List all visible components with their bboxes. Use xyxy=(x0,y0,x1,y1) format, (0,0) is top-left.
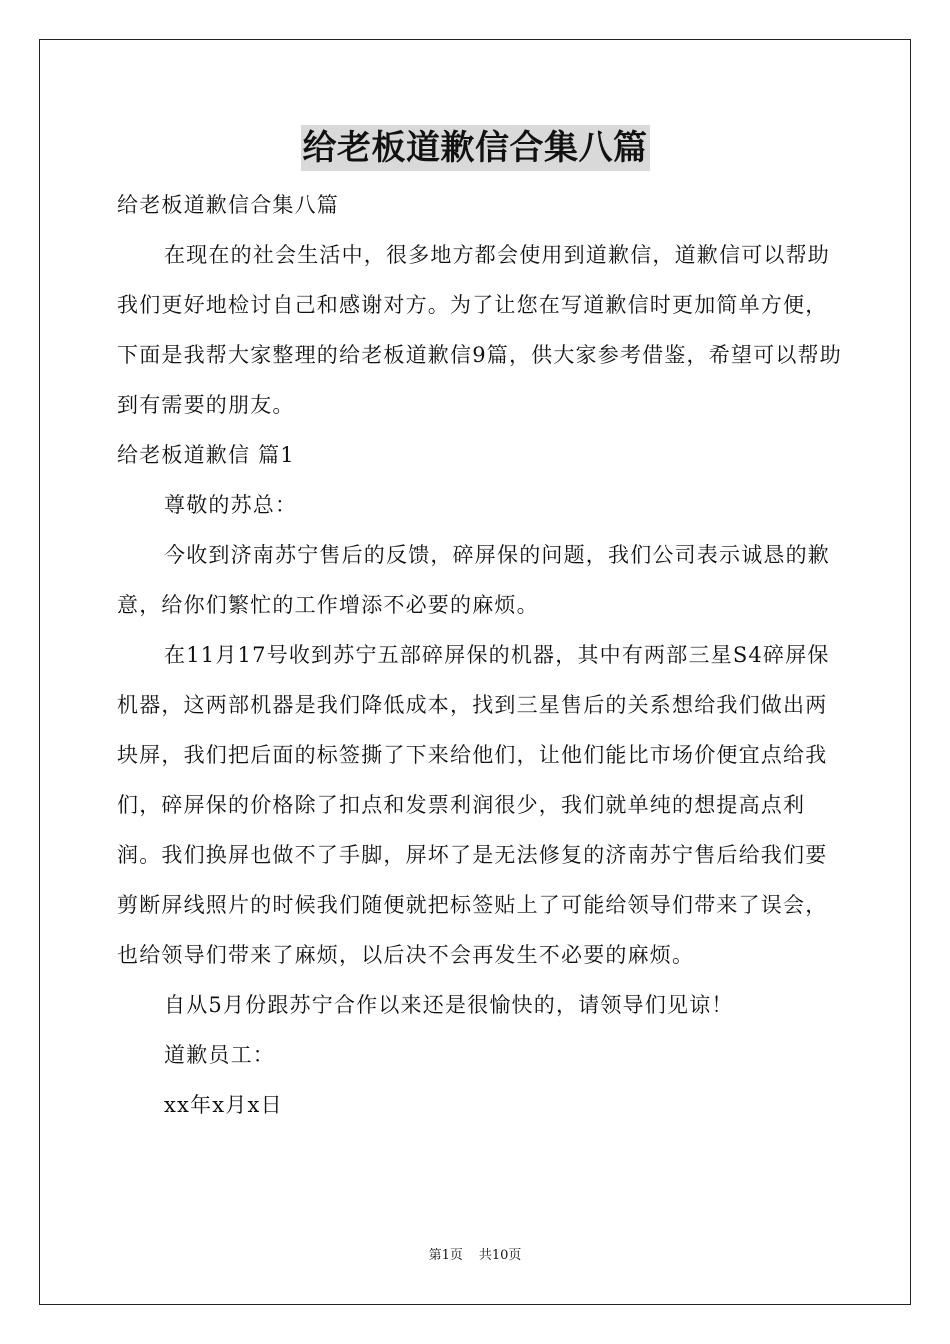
salutation-paragraph: 尊敬的苏总： xyxy=(164,493,298,517)
document-body xyxy=(117,180,844,1130)
closing-paragraph: 自从5月份跟苏宁合作以来还是很愉快的，请领导们见谅！ xyxy=(164,993,734,1017)
page-footer xyxy=(0,1246,950,1266)
body-paragraph: 在11月17号收到苏宁五部碎屏保的机器，其中有两部三星S4碎屏保机器，这两部机器是我们降低成本，找到三星售后的关系想给我们做出两块屏，我们把后面的标签撕了下来给他们，让他们能比市场价便宜点给我们，碎屏保的价格除了扣点和发票利润很少，我们就单纯的想提高点利润。我们换屏也做不了手脚，屏坏了是无法修复的济南苏宁售后给我们要剪断屏线照片的时候我们随便就把标签贴上了可能给领导们带来了误会，也给领导们带来了麻烦，以后决不会再发生不必要的麻烦。 xyxy=(117,643,830,967)
title-container xyxy=(0,125,950,171)
document-title: 给老板道歉信合集八篇 xyxy=(301,125,650,171)
intro-paragraph: 在现在的社会生活中，很多地方都会使用到道歉信，道歉信可以帮助我们更好地检讨自己和感谢对方。为了让您在写道歉信时更加简单方便，下面是我帮大家整理的给老板道歉信9篇，供大家参考借鉴，希望可以帮助到有需要的朋友。 xyxy=(117,243,842,417)
total-pages: 共10页 xyxy=(478,1248,522,1263)
subtitle-paragraph: 给老板道歉信合集八篇 xyxy=(117,193,339,217)
section-heading: 给老板道歉信 篇1 xyxy=(117,443,295,467)
page-number: 第1页 xyxy=(428,1248,463,1263)
date-paragraph: xx年x月x日 xyxy=(164,1093,283,1117)
body-paragraph: 今收到济南苏宁售后的反馈，碎屏保的问题，我们公司表示诚恳的歉意，给你们繁忙的工作增添不必要的麻烦。 xyxy=(117,543,830,617)
signature-paragraph: 道歉员工： xyxy=(164,1043,275,1067)
